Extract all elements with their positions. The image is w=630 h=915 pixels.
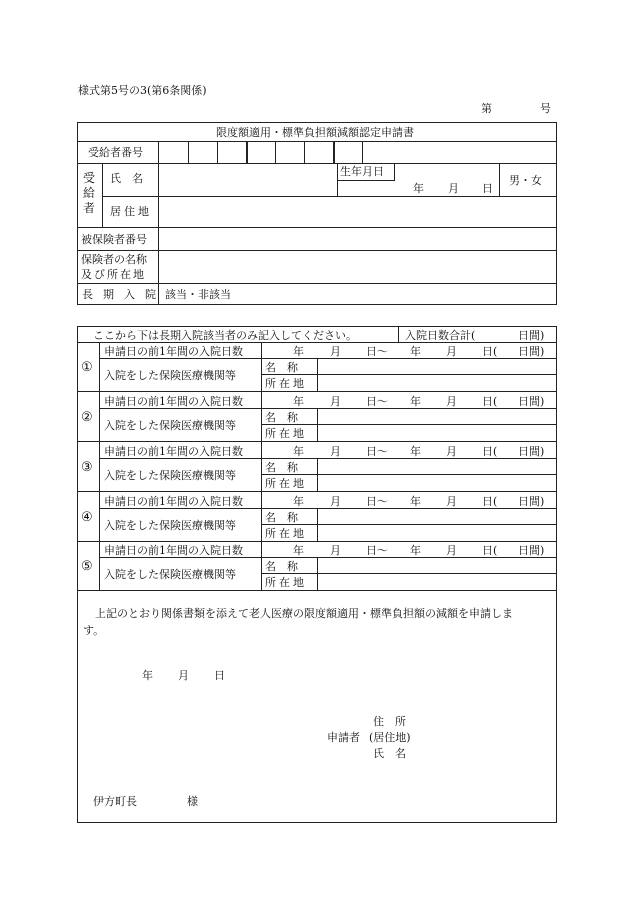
entry-2-from-year: 年 [293,395,304,408]
name-label: 氏 名 [110,172,143,185]
declaration-text-line2: す。 [83,624,105,637]
applicant-label: 申請者 [327,731,360,744]
entry-1-address-label: 所在地 [265,377,307,390]
declaration-month: 月 [178,669,189,682]
entry-5-institution-label: 入院をした保険医療機関等 [104,568,236,581]
entry-2-address-label: 所在地 [265,427,307,440]
long-term-label: 長期入院 [82,288,166,301]
entry-1-days-unit: 日間) [518,345,545,358]
entry-5-to-day: 日( [482,544,498,557]
entry-3-institution-label: 入院をした保険医療機関等 [104,469,236,482]
entry-5-name-label: 名 称 [265,560,298,573]
entry-1-to-year: 年 [410,345,421,358]
entry-1-from-month: 月 [330,345,341,358]
entry-2-to-month: 月 [446,395,457,408]
entry-4-to-month: 月 [446,495,457,508]
sex-label: 男・女 [509,174,542,187]
entry-4-from-year: 年 [293,495,304,508]
entry-3-to-month: 月 [446,445,457,458]
entry-3-from-month: 月 [330,445,341,458]
entry-3-from-year: 年 [293,445,304,458]
entry-1-institution-label: 入院をした保険医療機関等 [104,369,236,382]
entry-1-name-label: 名 称 [265,361,298,374]
number-label-left: 第 [481,102,492,115]
dob-day: 日 [482,182,493,195]
honorific: 様 [187,795,198,808]
insurer-label-line2: 及び所在地 [81,268,146,281]
entry-4-days-label: 申請日の前1年間の入院日数 [104,495,243,508]
entry-4-marker: ④ [81,510,93,525]
entry-2-days-label: 申請日の前1年間の入院日数 [104,395,243,408]
entry-4-from-day: 日〜 [366,495,388,508]
entry-5-from-year: 年 [293,544,304,557]
addressee: 伊方町長 [93,795,137,808]
entry-2-to-year: 年 [410,395,421,408]
applicant-residence-label: (居住地) [369,731,411,744]
entry-3-days-label: 申請日の前1年間の入院日数 [104,445,243,458]
entry-1-days-label: 申請日の前1年間の入院日数 [104,345,243,358]
recipient-label: 受給者 [82,171,95,215]
entry-2-days-unit: 日間) [518,395,545,408]
entry-4-name-label: 名 称 [265,511,298,524]
entry-4-to-day: 日( [482,495,498,508]
form-number: 様式第5号の3(第6条関係) [78,84,207,97]
entry-3-name-label: 名 称 [265,461,298,474]
entry-1-to-day: 日( [482,345,498,358]
declaration-text-line1: 上記のとおり関係書類を添えて老人医療の限度額適用・標準負担額の減額を申請しま [95,607,513,620]
entry-2-institution-label: 入院をした保険医療機関等 [104,419,236,432]
dob-label: 生年月日 [340,165,384,178]
insured-number-label: 被保険者番号 [81,233,147,246]
declaration-day: 日 [214,669,225,682]
long-term-value[interactable]: 該当・非該当 [165,288,231,301]
declaration-year: 年 [142,669,153,682]
applicant-address-label: 住 所 [373,715,406,728]
entry-1-marker: ① [81,360,93,375]
entry-2-from-month: 月 [330,395,341,408]
entry-5-address-label: 所在地 [265,576,307,589]
entry-4-days-unit: 日間) [518,495,545,508]
recipient-number-label: 受給者番号 [88,146,143,159]
entry-2-to-day: 日( [482,395,498,408]
entry-4-from-month: 月 [330,495,341,508]
form-title: 限度額適用・標準負担額減額認定申請書 [216,126,414,139]
entry-3-days-unit: 日間) [518,445,545,458]
dob-year: 年 [413,182,424,195]
applicant-name-label: 氏 名 [373,747,406,760]
number-label-right: 号 [540,102,551,115]
entry-4-address-label: 所在地 [265,527,307,540]
entry-2-from-day: 日〜 [366,395,388,408]
entry-4-to-year: 年 [410,495,421,508]
dob-month: 月 [448,182,459,195]
entry-3-to-day: 日( [482,445,498,458]
entry-4-institution-label: 入院をした保険医療機関等 [104,519,236,532]
long-term-note: ここから下は長期入院該当者のみ記入してください。 [93,329,357,342]
entry-5-to-month: 月 [446,544,457,557]
entry-3-marker: ③ [81,460,93,475]
entry-3-to-year: 年 [410,445,421,458]
insurer-label-line1: 保険者の名称 [81,253,147,266]
entry-5-days-unit: 日間) [518,544,545,557]
entry-1-to-month: 月 [446,345,457,358]
entry-1-from-year: 年 [293,345,304,358]
entry-2-name-label: 名 称 [265,411,298,424]
total-days-unit: 日間) [518,329,545,342]
entry-5-from-month: 月 [330,544,341,557]
entry-5-marker: ⑤ [81,559,93,574]
entry-5-days-label: 申請日の前1年間の入院日数 [104,544,243,557]
address-label: 居住地 [110,205,152,218]
entry-3-address-label: 所在地 [265,477,307,490]
entry-5-to-year: 年 [410,544,421,557]
entry-3-from-day: 日〜 [366,445,388,458]
entry-1-from-day: 日〜 [366,345,388,358]
total-days-label: 入院日数合計( [405,329,476,342]
entry-5-from-day: 日〜 [366,544,388,557]
entry-2-marker: ② [81,410,93,425]
